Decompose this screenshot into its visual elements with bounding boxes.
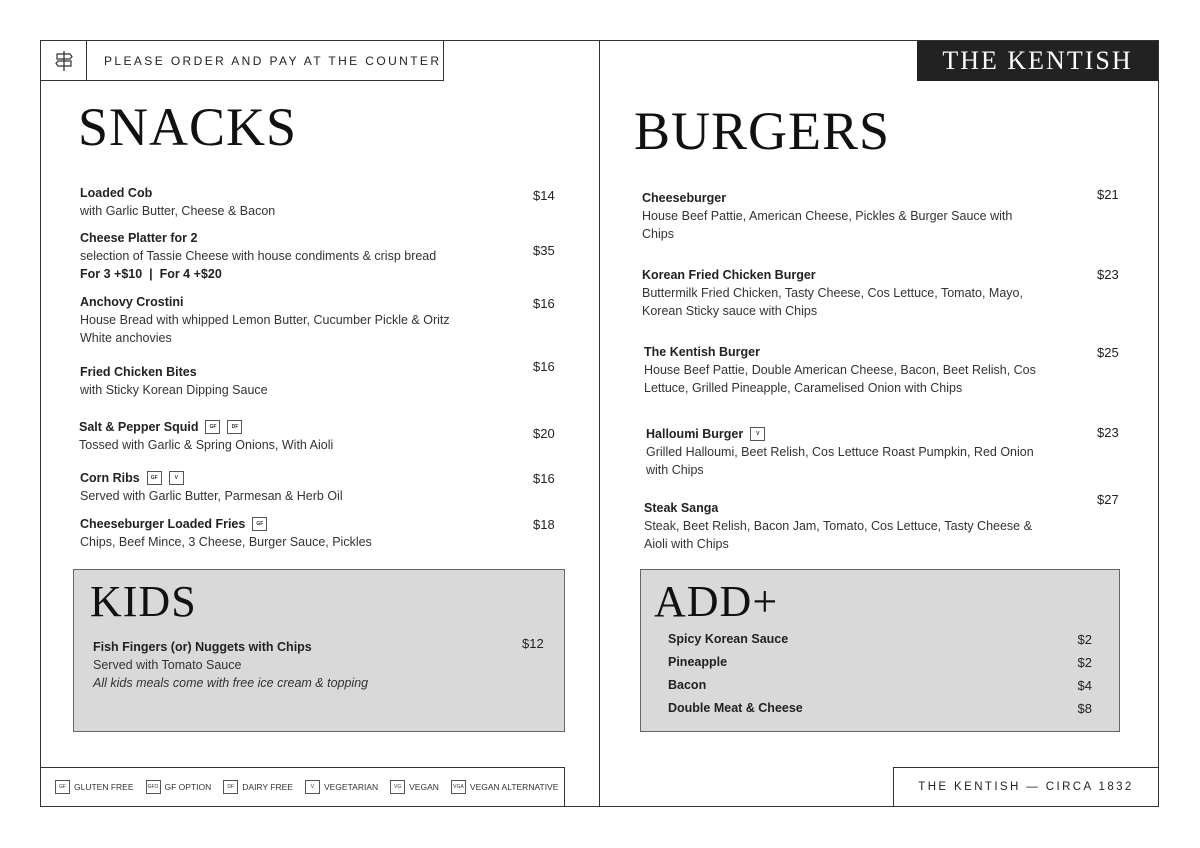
item-name: Anchovy Crostini xyxy=(80,295,184,309)
add-on-name: Pineapple xyxy=(668,655,728,669)
item-name: Salt & Pepper Squid xyxy=(79,420,199,434)
item-price: $21 xyxy=(1097,187,1119,202)
order-notice xyxy=(40,40,444,81)
legend-item xyxy=(390,780,439,794)
item-name: Korean Fried Chicken Burger xyxy=(642,268,816,282)
menu-item xyxy=(80,515,372,551)
item-desc-2: Korean Sticky sauce with Chips xyxy=(642,304,818,318)
dietary-legend xyxy=(40,767,565,807)
add-on-price: $2 xyxy=(1077,655,1092,670)
add-on-price: $8 xyxy=(1077,701,1092,716)
legend-label: GLUTEN FREE xyxy=(74,782,134,792)
item-name-row xyxy=(79,418,333,436)
legend-code: GF xyxy=(55,780,70,794)
vegetarian-tag: V xyxy=(750,427,765,441)
add-on-row xyxy=(668,701,1092,716)
legend-label: VEGETARIAN xyxy=(323,782,379,792)
legend-item xyxy=(451,780,559,794)
item-desc: Served with Tomato Sauce xyxy=(93,658,242,672)
legend-code: V xyxy=(305,780,320,794)
item-price: $25 xyxy=(1097,345,1119,360)
item-price: $18 xyxy=(533,517,555,532)
item-price: $16 xyxy=(533,296,555,311)
menu-item xyxy=(80,184,275,220)
item-desc: Steak, Beet Relish, Bacon Jam, Tomato, Cos Lettuce, Tasty Cheese & xyxy=(644,519,1032,533)
item-price: $12 xyxy=(522,636,544,651)
menu-item xyxy=(644,343,1036,397)
item-desc: Tossed with Garlic & Spring Onions, With Aioli xyxy=(79,438,334,452)
item-name: Corn Ribs xyxy=(80,471,140,485)
menu-item xyxy=(642,266,1023,320)
menu-item xyxy=(80,229,436,283)
item-price: $23 xyxy=(1097,425,1119,440)
item-price: $16 xyxy=(533,471,555,486)
item-name: Steak Sanga xyxy=(644,501,719,515)
item-desc: Served with Garlic Butter, Parmesan & Herb Oil xyxy=(80,489,343,503)
item-extra: For 3 +$10 | For 4 +$20 xyxy=(80,267,222,281)
add-on-name: Bacon xyxy=(668,678,707,692)
legend-label: DAIRY FREE xyxy=(242,782,293,792)
notice-text: PLEASE ORDER AND PAY AT THE COUNTER xyxy=(104,53,442,68)
item-price: $16 xyxy=(533,359,555,374)
item-name: Halloumi Burger xyxy=(646,427,744,441)
item-name-row xyxy=(80,515,372,533)
item-desc: Chips, Beef Mince, 3 Cheese, Burger Sauce, Pickles xyxy=(80,535,372,549)
legend-item xyxy=(146,780,212,794)
add-on-name: Double Meat & Cheese xyxy=(668,701,803,715)
item-name: Cheeseburger xyxy=(642,191,727,205)
item-name: Loaded Cob xyxy=(80,186,153,200)
item-price: $27 xyxy=(1097,492,1119,507)
item-name: Cheese Platter for 2 xyxy=(80,231,198,245)
legend-label: VEGAN ALTERNATIVE xyxy=(469,782,559,792)
menu-item xyxy=(93,638,368,692)
item-desc: Grilled Halloumi, Beet Relish, Cos Lettuce Roast Pumpkin, Red Onion xyxy=(646,445,1034,459)
menu-item xyxy=(80,469,343,505)
brand-logo: THE KENTISH xyxy=(917,41,1158,81)
add-on-name: Spicy Korean Sauce xyxy=(668,632,789,646)
menu-item xyxy=(646,425,1034,479)
snacks-title: SNACKS xyxy=(78,97,298,157)
legend-item xyxy=(305,780,378,794)
item-desc-2: Chips xyxy=(642,227,674,241)
gluten-free-tag: GF xyxy=(147,471,162,485)
legend-code: VG xyxy=(390,780,405,794)
item-name: The Kentish Burger xyxy=(644,345,760,359)
kids-note: All kids meals come with free ice cream & topping xyxy=(93,676,369,690)
footer-note: THE KENTISH — CIRCA 1832 xyxy=(893,767,1159,807)
gluten-free-tag: GF xyxy=(205,420,220,434)
item-desc: House Beef Pattie, American Cheese, Pickles & Burger Sauce with xyxy=(642,209,1013,223)
legend-code: VGA xyxy=(451,780,466,794)
legend-item xyxy=(223,780,293,794)
item-name-row xyxy=(80,469,343,487)
add-ons-title: ADD+ xyxy=(654,577,779,626)
item-desc-2: White anchovies xyxy=(80,331,172,345)
signpost-icon xyxy=(41,41,87,80)
add-on-price: $4 xyxy=(1077,678,1092,693)
item-desc: selection of Tassie Cheese with house condiments & crisp bread xyxy=(80,249,437,263)
menu-item xyxy=(80,293,450,347)
item-price: $20 xyxy=(533,426,555,441)
item-name: Fish Fingers (or) Nuggets with Chips xyxy=(93,640,312,654)
burgers-title: BURGERS xyxy=(634,101,891,161)
item-desc: House Beef Pattie, Double American Cheese, Bacon, Beet Relish, Cos xyxy=(644,363,1036,377)
item-price: $35 xyxy=(533,243,555,258)
kids-section xyxy=(73,569,565,732)
dairy-free-tag: DF xyxy=(227,420,242,434)
item-desc-2: with Chips xyxy=(646,463,704,477)
add-on-price: $2 xyxy=(1077,632,1092,647)
item-name: Cheeseburger Loaded Fries xyxy=(80,517,246,531)
add-on-row xyxy=(668,655,1092,670)
vegetarian-tag: V xyxy=(169,471,184,485)
item-name: Fried Chicken Bites xyxy=(80,365,197,379)
item-desc-2: Lettuce, Grilled Pineapple, Caramelised Onion with Chips xyxy=(644,381,963,395)
add-on-row xyxy=(668,632,1092,647)
item-desc-2: Aioli with Chips xyxy=(644,537,729,551)
menu-item xyxy=(642,189,1012,243)
legend-item xyxy=(55,780,134,794)
item-price: $23 xyxy=(1097,267,1119,282)
menu-item xyxy=(644,499,1032,553)
gluten-free-tag: GF xyxy=(252,517,267,531)
item-desc: House Bread with whipped Lemon Butter, Cucumber Pickle & Oritz xyxy=(80,313,450,327)
add-on-row xyxy=(668,678,1092,693)
legend-label: GF OPTION xyxy=(164,782,212,792)
item-name-row xyxy=(646,425,1034,443)
item-desc: with Garlic Butter, Cheese & Bacon xyxy=(80,204,276,218)
legend-label: VEGAN xyxy=(409,782,439,792)
legend-code: GFO xyxy=(146,780,161,794)
menu-item xyxy=(80,363,268,399)
kids-title: KIDS xyxy=(90,577,197,626)
item-desc: with Sticky Korean Dipping Sauce xyxy=(80,383,268,397)
item-desc: Buttermilk Fried Chicken, Tasty Cheese, Cos Lettuce, Tomato, Mayo, xyxy=(642,286,1023,300)
legend-code: DF xyxy=(223,780,238,794)
menu-item xyxy=(79,418,333,454)
add-ons-section xyxy=(640,569,1120,732)
item-price: $14 xyxy=(533,188,555,203)
